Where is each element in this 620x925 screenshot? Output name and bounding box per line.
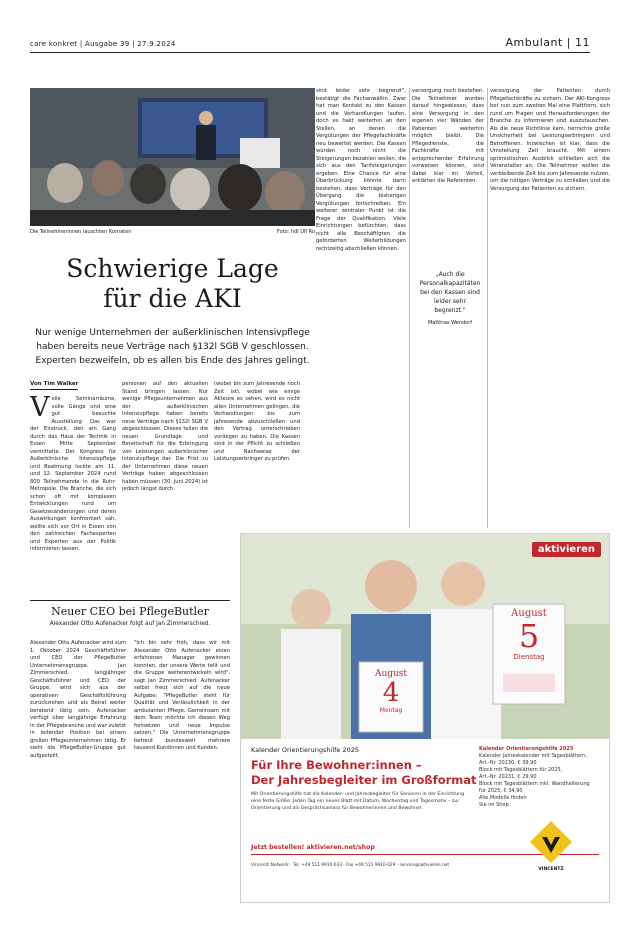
calendar-month: August — [511, 608, 547, 619]
ad-photo — [241, 534, 610, 739]
headline-line-1: Schwierige Lage — [66, 254, 279, 283]
publisher-name: VINCENTZ — [538, 867, 564, 872]
article-column-4: sind leider sehr begrenzt", bestätigt die Fachanwältin. Zwar hat man Kontakt zu den Kassen und die Verhandlungen laufen, doch es hakt weiterhin an den Stellen, an denen die Vergütungen der Pflegefachkräfte neu bewertet werden. Die Kassen würden noch nicht die Steigerungen bezahlen wollen, die sich aus den Tarifsteigerungen ergeben. Eine Chance für eine Überbrückung könnte darin bestehen, dass Verträge für den Übergang die bisherigen Vergütungen fortschreiben. Ein weiterer zentraler Punkt ist die Frage der Qualifikation. Viele Einrichtungen befürchten, dass nicht alle Beschäftigten die geforderten Weiterbildungen rechtzeitig abschließen können. — [316, 88, 406, 252]
article-column-5b — [412, 320, 484, 528]
calendar-day: 5 — [518, 617, 540, 655]
ad-headline — [251, 758, 477, 788]
ad-headline-2: Der Jahresbegleiter im Großformat — [251, 773, 477, 787]
article-column-2: personen auf den aktuellen Stand bringen lassen. Nur wenige Pflegeunternehmen aus der außerklinischen Intensivpflege haben bereits neue Verträge nach §132l SGB V abgeschlossen. Dieses teilen die neuen Grundlage und Bereitschaft für die Erbringung von Leistungen außerklinischer Intensivpflege dar. Die Frist zu der Unternehmen diese neuen Verträge haben abgeschlossen haben müssen (30. Juni 2024) ist jedoch längst durch. — [122, 381, 208, 492]
product-line: Block mit Tagesblättern für 2025, — [479, 767, 563, 773]
ad-label: Kalender Orientierungshilfe 2025 — [251, 746, 360, 754]
product-line: Sie im Shop. — [479, 802, 511, 808]
article-column-6: versorgung der Patienten durch Pflegefachkräfte zu sichern. Der AKI-Kongress bot nun zum zweiten Mal eine Plattform, sich rund um Fragen und Herausforderungen der Branche zu informieren und auszutauschen. Als die neue Richtlinie kam, herrschte große Unsicherheit bei Leistungserbringern und Betroffenen. Inzwischen ist klar, dass die Umstellung Zeit braucht. Mit einem optimistischen Ausblick schließen sich die Veranstalter an: Die Teilnehmer wollen die verbleibende Zeit bis zum Jahresende nutzen, um die nötigen Verträge zu schließen und die Versorgung der Patienten zu sichern. — [490, 88, 610, 192]
calendar-day: 4 — [382, 678, 400, 708]
article-dek: Nur wenige Unternehmen der außerklinischen Intensivpflege haben bereits neue Verträge nach §132l SGB V geschlossen. Experten bezweifeln, ob es allen bis Ende des Jahres gelingt. — [35, 328, 310, 366]
product-line: Art.-Nr. 20231, € 29,90 — [479, 774, 537, 780]
calendar-weekday: Dienstag — [513, 653, 545, 661]
ad-product-list — [479, 746, 601, 809]
advertisement[interactable] — [240, 533, 610, 903]
calendar-month: August — [374, 669, 408, 679]
headline-line-2: für die AKI — [103, 284, 242, 313]
ad-headline-1: Für Ihre Bewohner:innen – — [251, 758, 422, 772]
header-rule — [30, 52, 590, 53]
ceo-rule — [30, 600, 230, 601]
product-line: Alle Modelle finden — [479, 795, 527, 801]
ad-body: Mit Orientierungshilfe hat die Kalender- und Jahresbegleiter für Senioren in der Einrichtung eine feste Größe. Jeden Tag ein neues Blatt mit Datum, Wochentag und Tagesmotiv – zur Orientierung und als Gesprächsanlass für Bewohnerinnen und Bewohner. — [251, 792, 465, 811]
ceo-column-1: Alexander Otto Aufenacker wird zum 1. Oktober 2024 Geschäftsführer und CEO der PflegeButler Unternehmensgruppe. Jan Zimmerschied, langjähriger Geschäftsführer und CEO der Gruppe, wird sich aus der operativen Geschäftsführung zurückziehen und als Beirat weiter beratend tätig sein. Aufenacker verfügt über langjährige Erfahrung in der Pflegebranche und war zuletzt in leitender Position bei einem großen Pflegeunternehmen tätig. Er sieht die PflegeButler-Gruppe gut aufgestellt. — [30, 640, 126, 759]
product-line: Art.-Nr. 20230, € 39,90 — [479, 760, 537, 766]
photo-credit: Foto: hdl Ulf Ro — [276, 229, 315, 235]
product-title: Kalender Orientierungshilfe 2025 — [479, 746, 574, 752]
brand-logo: aktivieren — [532, 542, 601, 557]
ceo-subheadline: Alexander Otto Aufenacker folgt auf Jan Zimmerschied. — [49, 621, 211, 627]
column-divider — [487, 88, 488, 528]
ad-footer: Vincentz Network · Tel. +49 511 9910-033 · Fax +49 511 9910-029 · service@aktivieren.net — [251, 863, 450, 868]
product-line: Kalender Jahreskalender mit Tagesblättern, — [479, 753, 587, 759]
issue-info: care konkret | Ausgabe 39 | 27.9.2024 — [30, 40, 176, 48]
article-column-3: (wobei bis zum Jahresende noch Zeit ist), wobei wie einige Akteure es sehen, wird es nicht allen Unternehmen gelingen, die Verhandlungen bis zum Jahresende abzuschließen und den Vertrag unterschrieben vorliegen zu haben. Die Kassen sind in der Pflicht zu schließen und Nachweise der Leistungserbringer zu prüfen. — [214, 381, 300, 462]
conference-photo — [30, 88, 315, 226]
section-page: Ambulant | 11 — [505, 36, 590, 49]
article-column-5: versorgung noch bestehen. Die Teilnehmer wurden darauf hingewiesen, dass eine Versorgung in den eigenen vier Wänden der Patienten weiterhin möglich bleibt. Die Pflegedienste, die Fachkräfte mit entsprechender Erfahrung vorweisen können, sind dabei klar im Vorteil, erklärten die Referenten. — [412, 88, 484, 184]
publisher-logo — [528, 819, 574, 872]
product-line: Block mit Tagesblättern inkl. Wandhalterung — [479, 781, 590, 787]
calendar-right — [497, 608, 561, 661]
photo-caption: Die Teilnehmerinnen lauschten Kornaten — [30, 229, 132, 235]
article-headline — [30, 254, 315, 314]
quote-text: „Auch die Personalkapazitäten bei den Kassen sind leider sehr begrenzt." — [419, 271, 481, 314]
product-line: für 2025, € 34,90 — [479, 788, 523, 794]
ceo-column-2: "Ich bin sehr froh, dass wir mit Alexander Otto Aufenacker einen erfahrenen Manager gewinnen konnten, der unsere Werte teilt und die Gruppe weiterentwickeln wird", sagt Jan Zimmerschied. Aufenacker selbst freut sich auf die neue Aufgabe: "PflegeButler steht für Qualität und Verlässlichkeit in der ambulanten Pflege. Gemeinsam mit dem Team möchte ich diesen Weg fortsetzen und neue Impulse setzen." Die Unternehmensgruppe betreut bundesweit mehrere tausend Kundinnen und Kunden. — [134, 640, 230, 751]
calendar-left — [365, 669, 417, 714]
column-1-text: olle Seminarräume, volle Gänge und eine gut besuchte Ausstellung: Das war der Eindruck, den ein Gang durch das Haus der Technik in Essen Mitte September vermittelte. Der Kongress für Außerklinische Intensivpflege und Beatmung lockte am 11. und 12. September 2024 rund 800 Teilnehmende in die Ruhr-Metropole. Die Branche, die sich schon oft mit komplexen Entwicklungen rund um Gesetzesänderungen und deren Auswirkungen konfrontiert sah, wollte sich vor Ort in Essen von den zahlreichen Fachexperten und Experten aus der Politik informieren lassen. — [30, 396, 116, 552]
byline: Von Tim Walker — [30, 381, 78, 390]
ad-shop-link[interactable]: Jetzt bestellen! aktivieren.net/shop — [251, 844, 375, 851]
calendar-weekday: Montag — [379, 707, 403, 714]
column-divider — [409, 88, 410, 528]
article-column-1 — [30, 396, 116, 586]
drop-cap: V — [30, 396, 50, 423]
quote-author: Matthias Wendorf — [427, 320, 473, 326]
ceo-headline: Neuer CEO bei PflegeButler — [51, 605, 209, 618]
